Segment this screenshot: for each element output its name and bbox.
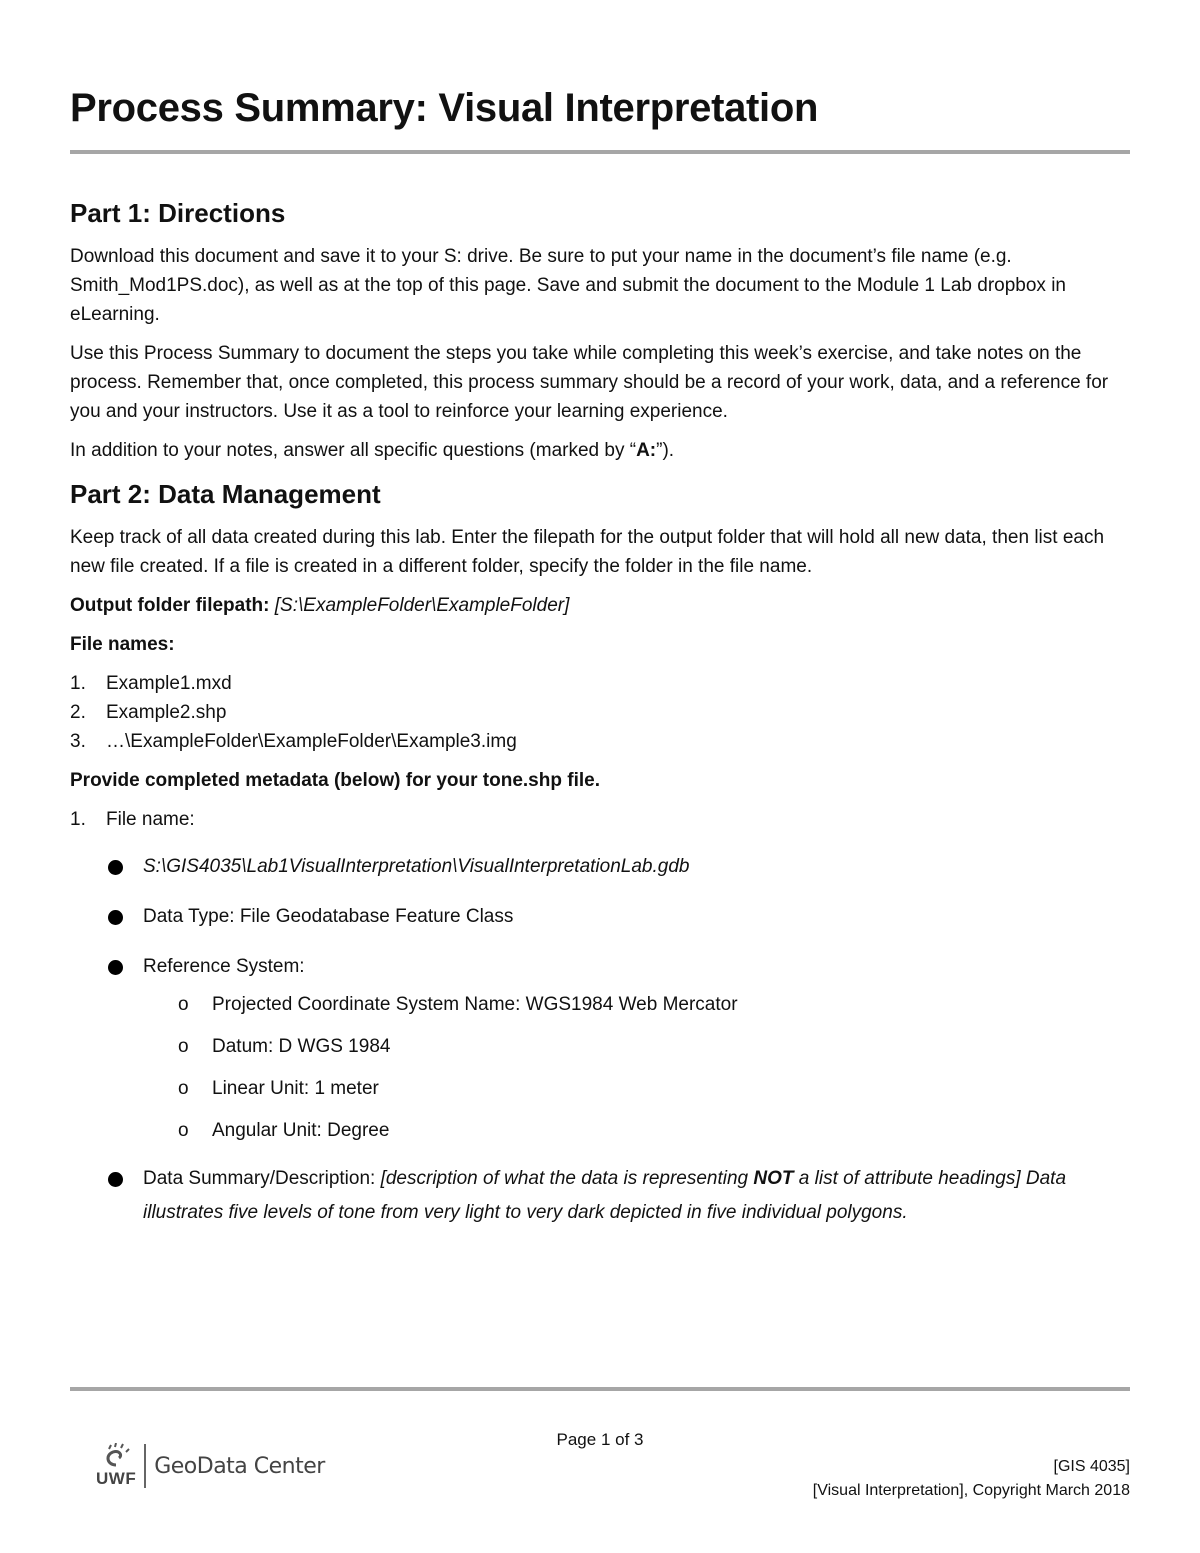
summary-italic-1: [description of what the data is representing bbox=[380, 1168, 754, 1189]
output-folder-value: [S:\ExampleFolder\ExampleFolder] bbox=[274, 595, 570, 616]
footer-divider bbox=[70, 1387, 1130, 1391]
ref-item-text: Linear Unit: 1 meter bbox=[212, 1078, 379, 1099]
p3-bold: A: bbox=[636, 440, 657, 461]
file-name: Example2.shp bbox=[106, 702, 227, 723]
logo-mark bbox=[96, 1443, 136, 1489]
uwf-geodata-logo bbox=[96, 1443, 325, 1489]
footer-right bbox=[813, 1455, 1130, 1503]
p3-prefix: In addition to your notes, answer all specific questions (marked by “ bbox=[70, 440, 637, 461]
part2-heading: Part 2: Data Management bbox=[70, 479, 381, 509]
ref-item-text: Datum: D WGS 1984 bbox=[212, 1036, 391, 1057]
logo-geodata-text: GeoData Center bbox=[154, 1453, 325, 1479]
metadata-label: Provide completed metadata (below) for your tone.shp file. bbox=[70, 770, 600, 791]
part1-paragraph-2: Use this Process Summary to document the steps you take while completing this week’s exercise, and take notes on the process. Remember that, once completed, this process summary should be a record of your work, data, and a reference for you and your instructors. Use it as a tool to reinforce your learning experience. bbox=[70, 343, 1109, 422]
list-item bbox=[70, 950, 1130, 1158]
logo-uwf-text: UWF bbox=[96, 1469, 137, 1488]
metadata-summary bbox=[143, 1162, 1130, 1230]
copyright: [Visual Interpretation], Copyright March 2018 bbox=[812, 1482, 1130, 1499]
p3-suffix: ”). bbox=[656, 440, 675, 461]
list-number: 1. bbox=[70, 673, 86, 694]
list-item bbox=[70, 1116, 1130, 1145]
circle-bullet-icon: o bbox=[178, 1120, 189, 1141]
part1-paragraph-1: Download this document and save it to your S: drive. Be sure to put your name in the document’s file name (e.g. Smith_Mod1PS.doc), as well as at the top of this page. Save and submit the document to the Module 1 Lab dropbox in eLearning. bbox=[70, 246, 1066, 325]
file-list bbox=[70, 669, 1130, 756]
document-body bbox=[70, 194, 1130, 1230]
metadata-path: S:\GIS4035\Lab1VisualInterpretation\VisualInterpretationLab.gdb bbox=[143, 856, 690, 877]
list-item bbox=[70, 727, 1130, 756]
ref-system-list bbox=[70, 990, 1130, 1158]
bullet-icon bbox=[108, 1172, 123, 1187]
file-name-label: File name: bbox=[106, 809, 195, 830]
page-number: Page 1 of 3 bbox=[556, 1430, 644, 1449]
page-title: Process Summary: Visual Interpretation bbox=[70, 86, 819, 130]
summary-bold: NOT bbox=[753, 1168, 794, 1189]
title-divider bbox=[70, 150, 1130, 154]
swirl-logo-icon bbox=[101, 1443, 131, 1469]
list-number: 2. bbox=[70, 702, 86, 723]
list-item bbox=[70, 698, 1130, 727]
output-folder-label: Output folder filepath: bbox=[70, 595, 270, 616]
bullet-icon bbox=[108, 910, 123, 925]
summary-label: Data Summary/Description: bbox=[143, 1168, 381, 1189]
list-item bbox=[70, 990, 1130, 1019]
output-folder-line bbox=[70, 591, 1130, 620]
list-item bbox=[70, 1162, 1130, 1230]
file-names-label: File names: bbox=[70, 634, 175, 655]
logo-divider bbox=[144, 1444, 146, 1488]
circle-bullet-icon: o bbox=[178, 1036, 189, 1057]
part2-paragraph-1: Keep track of all data created during this lab. Enter the filepath for the output folder that will hold all new data, then list each new file created. If a file is created in a different folder, specify the folder in the file name. bbox=[70, 527, 1105, 577]
ref-item-text: Angular Unit: Degree bbox=[212, 1120, 390, 1141]
metadata-list bbox=[70, 850, 1130, 1230]
course-code: [GIS 4035] bbox=[1053, 1458, 1130, 1475]
circle-bullet-icon: o bbox=[178, 994, 189, 1015]
part1-paragraph-3 bbox=[70, 436, 1130, 465]
list-item bbox=[70, 1032, 1130, 1061]
file-name: Example1.mxd bbox=[106, 673, 232, 694]
list-item bbox=[70, 1074, 1130, 1103]
bullet-icon bbox=[108, 960, 123, 975]
list-item bbox=[70, 669, 1130, 698]
bullet-icon bbox=[108, 860, 123, 875]
metadata-numbered-list bbox=[70, 805, 1130, 834]
part1-heading: Part 1: Directions bbox=[70, 198, 286, 228]
list-number: 3. bbox=[70, 731, 86, 752]
file-name: …\ExampleFolder\ExampleFolder\Example3.img bbox=[106, 731, 517, 752]
metadata-data-type: Data Type: File Geodatabase Feature Class bbox=[143, 906, 514, 927]
ref-item-text: Projected Coordinate System Name: WGS1984 Web Mercator bbox=[212, 994, 738, 1015]
list-item bbox=[70, 900, 1130, 934]
summary-italic-2: a list of attribute headings] Data illustrates five levels of tone from very light to very dark depicted in five individual polygons. bbox=[143, 1168, 1067, 1223]
circle-bullet-icon: o bbox=[178, 1078, 189, 1099]
list-item bbox=[70, 805, 1130, 834]
metadata-ref-system: Reference System: bbox=[143, 956, 305, 977]
list-item bbox=[70, 850, 1130, 884]
list-number: 1. bbox=[70, 809, 86, 830]
